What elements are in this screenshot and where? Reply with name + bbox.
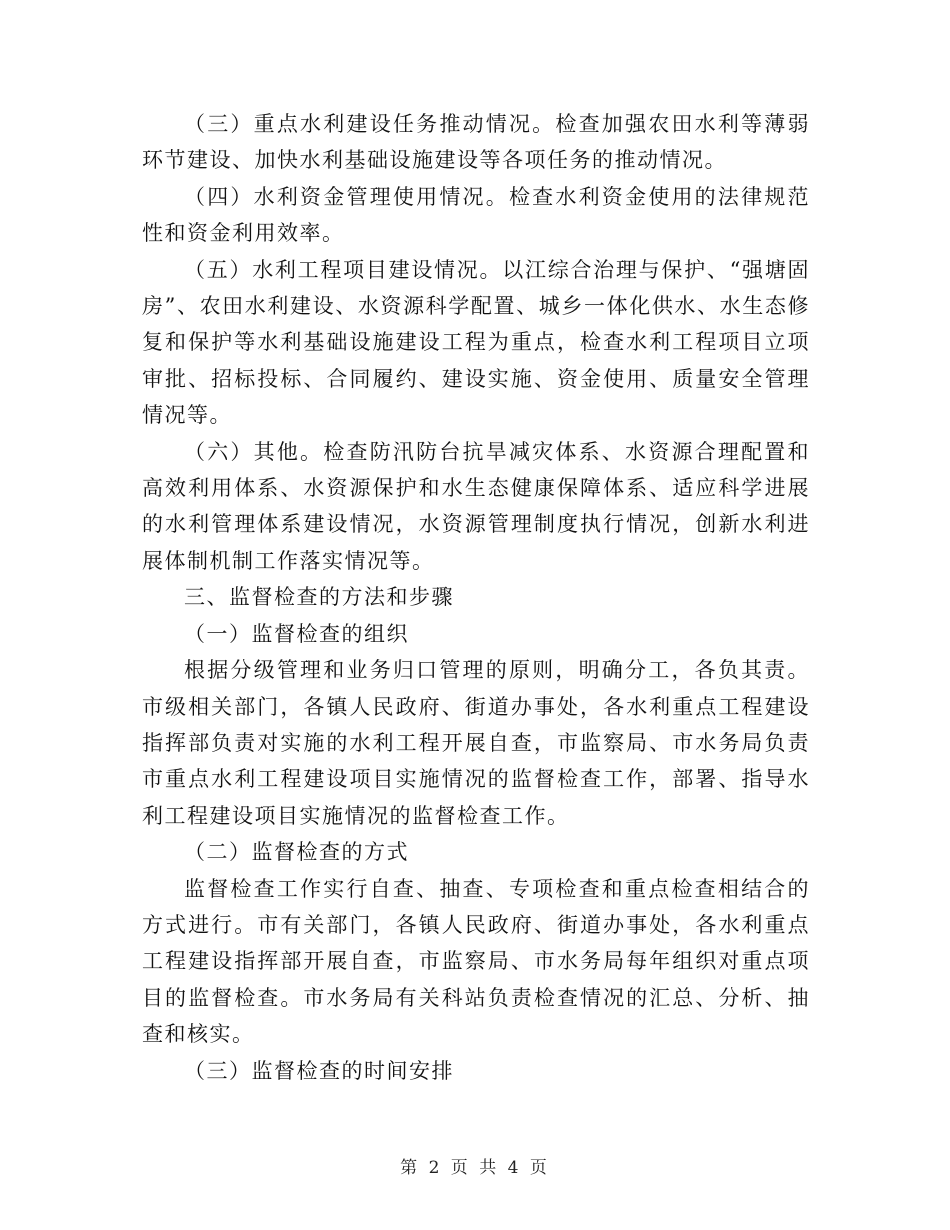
paragraph-section-5: （五）水利工程项目建设情况。以江综合治理与保护、“强塘固房”、农田水利建设、水资源科学配置、城乡一体化供水、水生态修复和保护等水利基础设施建设工程为重点，检查水利工程项目立项审批、招标投标、合同履约、建设实施、资金使用、质量安全管理情况等。 [142, 257, 810, 428]
page-number-footer: 第 2 页 共 4 页 [400, 1158, 550, 1178]
subheading-method: （二）监督检查的方式 [184, 840, 409, 865]
paragraph-organization: 根据分级管理和业务归口管理的原则，明确分工，各负其责。市级相关部门，各镇人民政府、街道办事处，各水利重点工程建设指挥部负责对实施的水利工程开展自查，市监察局、市水务局负责市重点水利工程建设项目实施情况的监督检查工作，部署、指导水利工程建设项目实施情况的监督检查工作。 [142, 658, 810, 828]
subheading-organization: （一）监督检查的组织 [184, 621, 409, 646]
paragraph-section-4: （四）水利资金管理使用情况。检查水利资金使用的法律规范性和资金利用效率。 [142, 184, 810, 246]
paragraph-section-3: （三）重点水利建设任务推动情况。检查加强农田水利等薄弱环节建设、加快水利基础设施建设等各项任务的推动情况。 [142, 112, 810, 173]
document-body [142, 106, 810, 1089]
subheading-schedule: （三）监督检查的时间安排 [184, 1058, 454, 1083]
paragraph-section-6: （六）其他。检查防汛防台抗旱减灾体系、水资源合理配置和高效利用体系、水资源保护和水生态健康保障体系、适应科学进展的水利管理体系建设情况，水资源管理制度执行情况，创新水利进展体制机制工作落实情况等。 [142, 439, 810, 573]
paragraph-method: 监督检查工作实行自查、抽查、专项检查和重点检查相结合的方式进行。市有关部门，各镇人民政府、街道办事处，各水利重点工程建设指挥部开展自查，市监察局、市水务局每年组织对重点项目的监督检查。市水务局有关科站负责检查情况的汇总、分析、抽查和核实。 [142, 876, 810, 1047]
heading-methods-and-steps: 三、监督检查的方法和步骤 [184, 585, 454, 610]
